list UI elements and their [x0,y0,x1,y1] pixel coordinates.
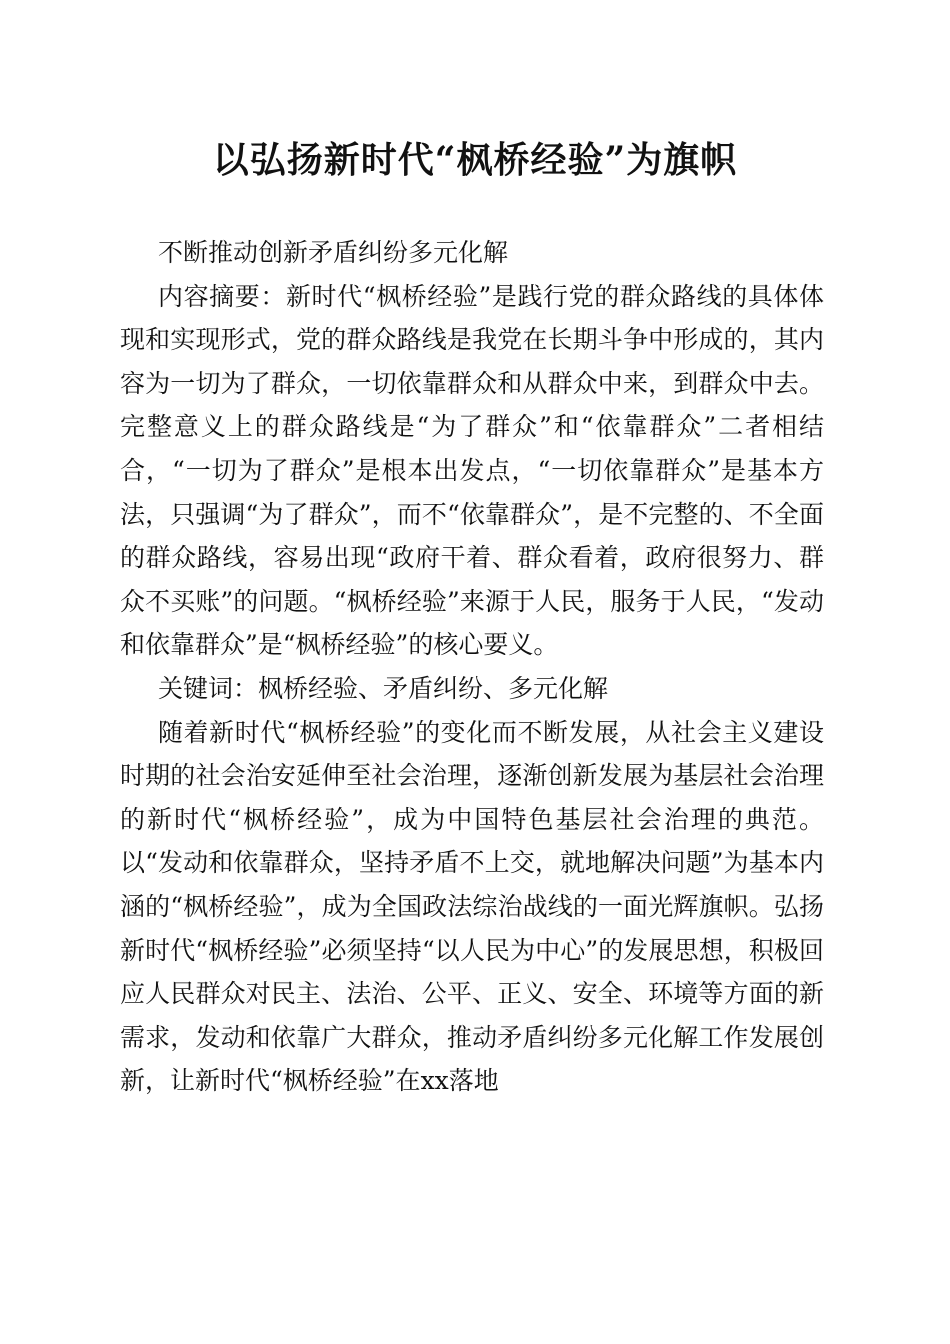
document-body [120,231,824,1103]
document-subtitle: 不断推动创新矛盾纠纷多元化解 [158,238,509,267]
abstract-paragraph: 内容摘要：新时代“枫桥经验”是践行党的群众路线的具体体现和实现形式，党的群众路线是我党在长期斗争中形成的，其内容为一切为了群众，一切依靠群众和从群众中来，到群众中去。完整意义上的群众路线是“为了群众”和“依靠群众”二者相结合，“一切为了群众”是根本出发点，“一切依靠群众”是基本方法，只强调“为了群众”，而不“依靠群众”，是不完整的、不全面的群众路线，容易出现“政府干着、群众看着，政府很努力、群众不买账”的问题。“枫桥经验”来源于人民，服务于人民，“发动和依靠群众”是“枫桥经验”的核心要义。 [120,281,824,660]
body-paragraph: 随着新时代“枫桥经验”的变化而不断发展，从社会主义建设时期的社会治安延伸至社会治理，逐渐创新发展为基层社会治理的新时代“枫桥经验”，成为中国特色基层社会治理的典范。以“发动和依靠群众，坚持矛盾不上交，就地解决问题”为基本内涵的“枫桥经验”，成为全国政法综治战线的一面光辉旗帜。弘扬新时代“枫桥经验”必须坚持“以人民为中心”的发展思想，积极回应人民群众对民主、法治、公平、正义、安全、环境等方面的新需求，发动和依靠广大群众，推动矛盾纠纷多元化解工作发展创新，让新时代“枫桥经验”在xx落地 [120,717,824,1096]
keywords-paragraph: 关键词：枫桥经验、矛盾纠纷、多元化解 [158,673,609,703]
document-title: 以弘扬新时代“枫桥经验”为旗帜 [212,139,738,181]
